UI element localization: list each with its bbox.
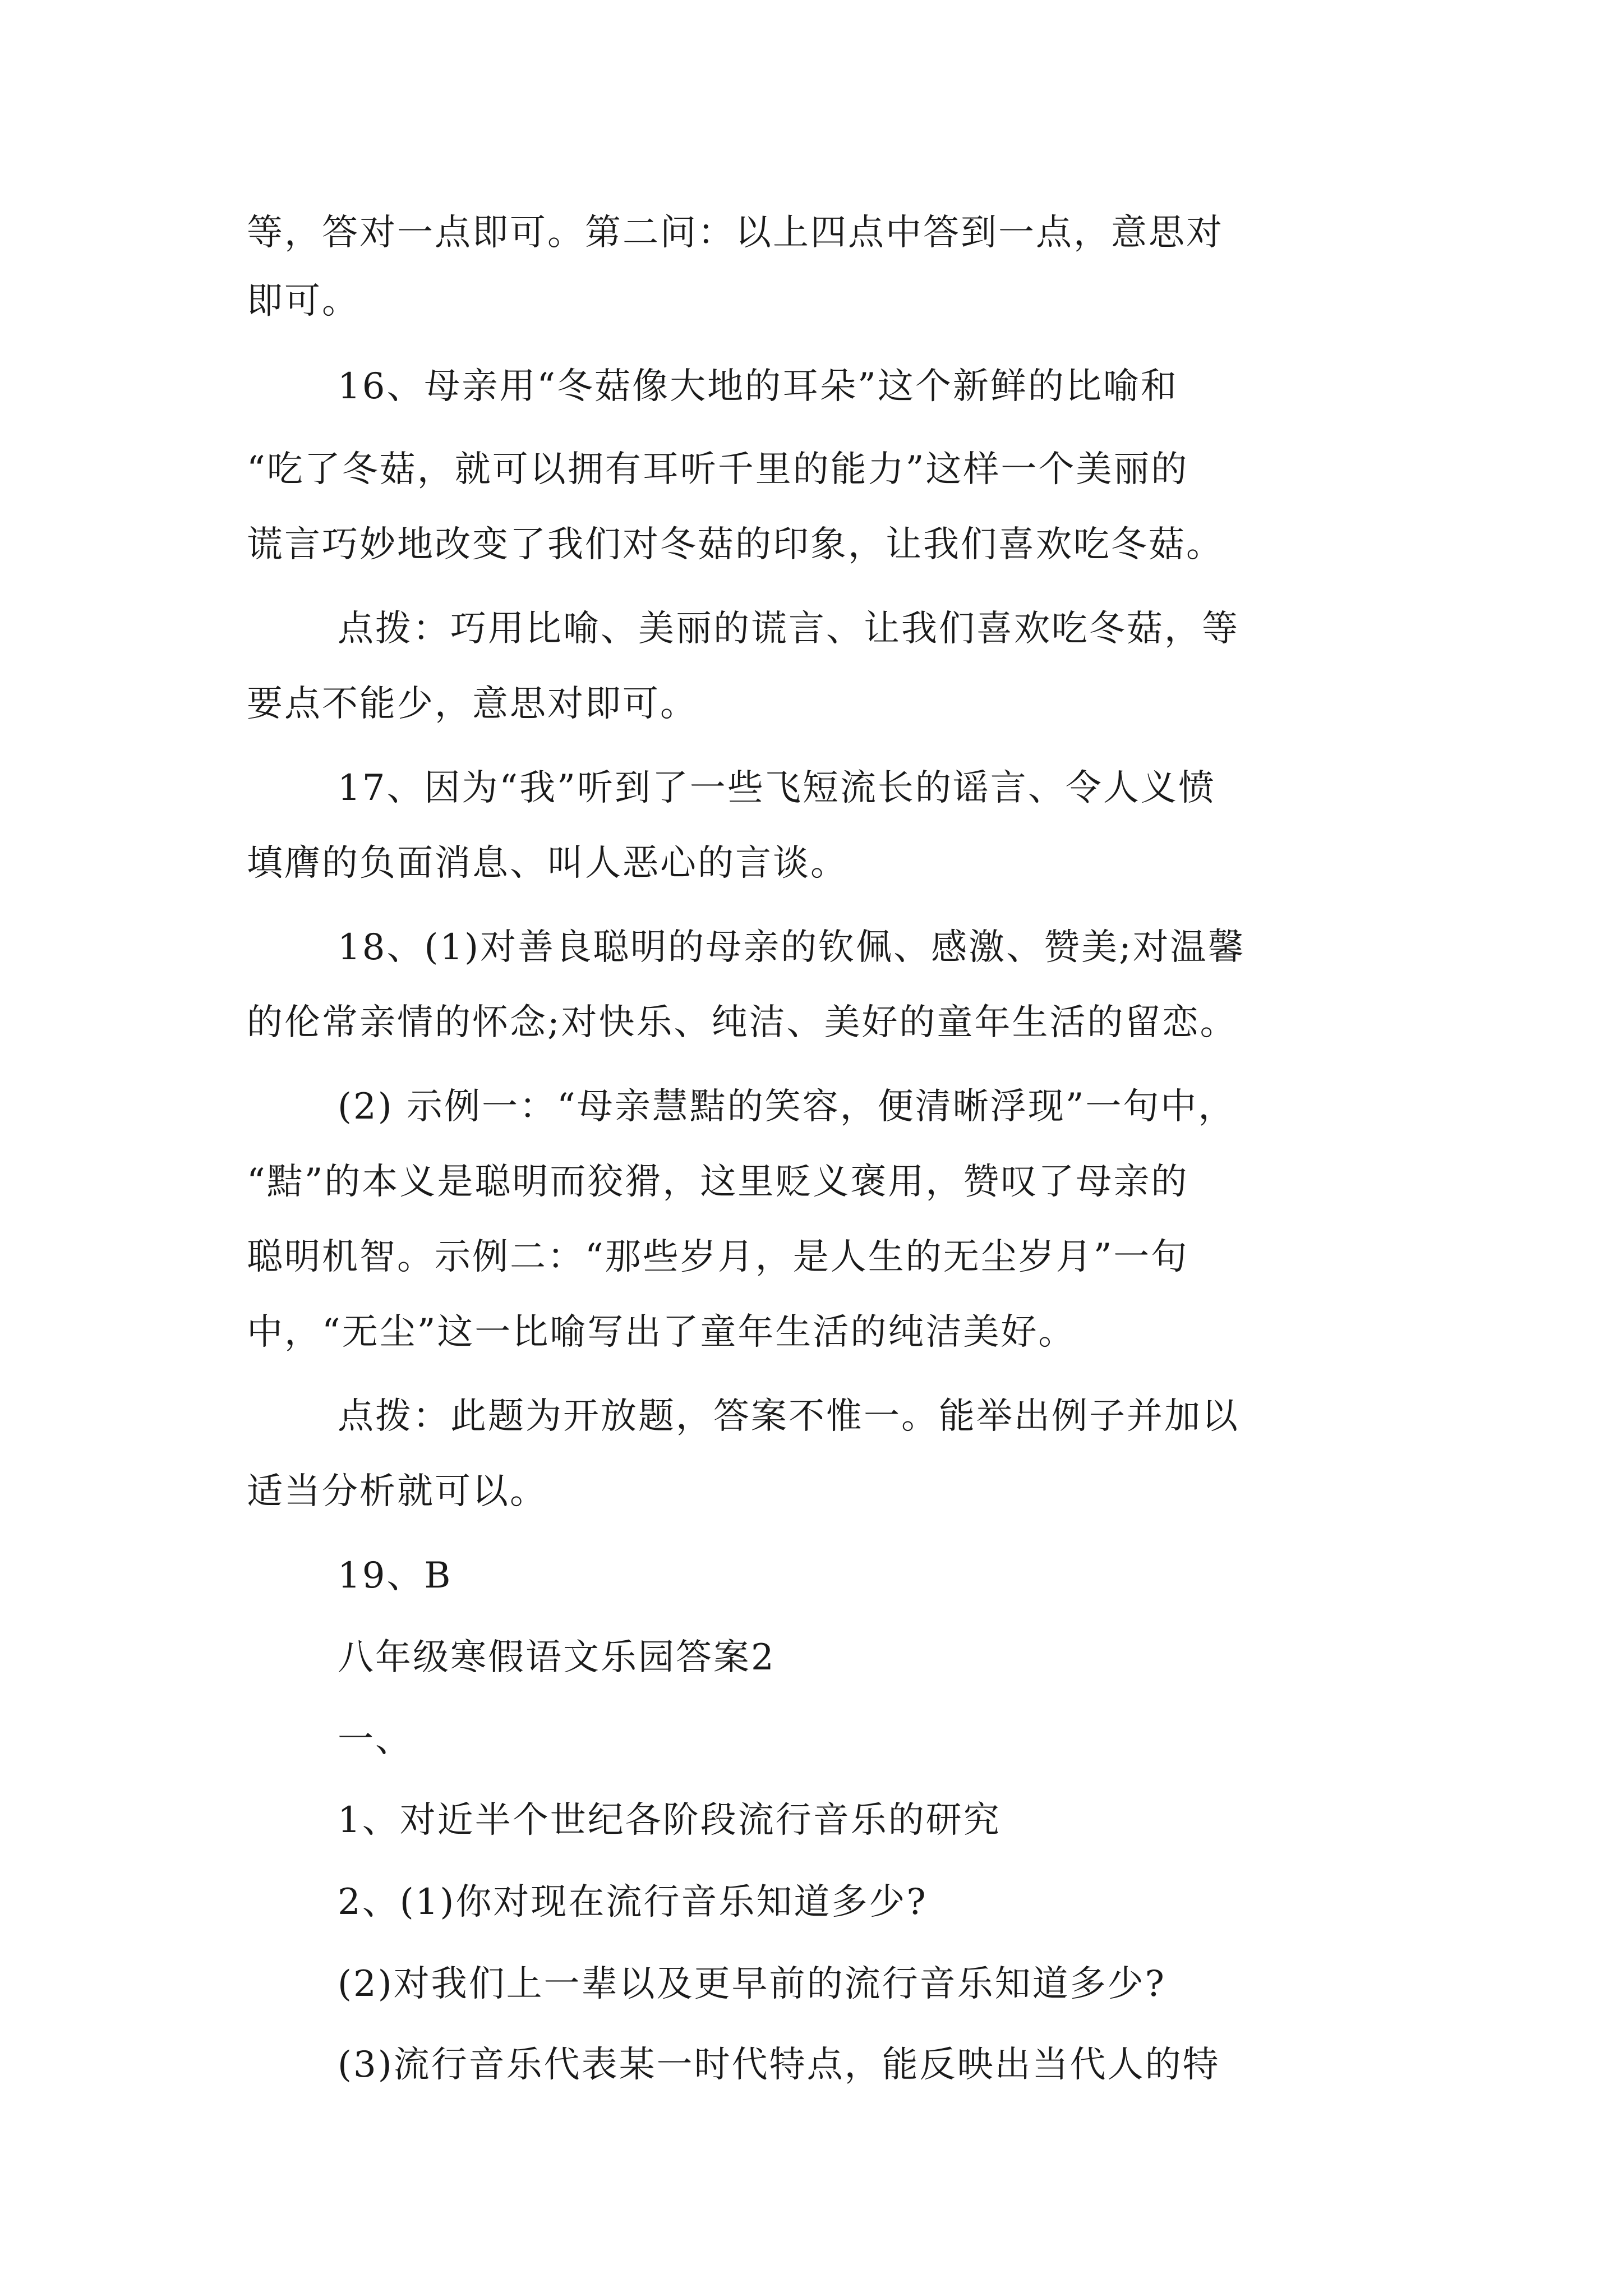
text-line: 要点不能少，意思对即可。 bbox=[247, 683, 698, 725]
text-line: 中，“无尘”这一比喻写出了童年生活的纯洁美好。 bbox=[247, 1312, 1076, 1353]
text-line: 即可。 bbox=[247, 280, 359, 322]
text-line: “吃了冬菇，就可以拥有耳听千里的能力”这样一个美丽的 bbox=[247, 449, 1189, 490]
section-heading: 八年级寒假语文乐园答案2 bbox=[338, 1637, 776, 1678]
text-line: “黠”的本义是聪明而狡猾，这里贬义褒用，赞叹了母亲的 bbox=[247, 1161, 1189, 1203]
text-line: 聪明机智。示例二：“那些岁月，是人生的无尘岁月”一句 bbox=[247, 1236, 1189, 1278]
text-line: 点拨：巧用比喻、美丽的谎言、让我们喜欢吃冬菇，等 bbox=[338, 608, 1239, 650]
text-line: 的伦常亲情的怀念;对快乐、纯洁、美好的童年生活的留恋。 bbox=[247, 1002, 1238, 1043]
text-line: 填膺的负面消息、叫人恶心的言谈。 bbox=[247, 843, 848, 884]
text-line: 19、B bbox=[338, 1555, 453, 1596]
text-line: 17、因为“我”听到了一些飞短流长的谣言、令人义愤 bbox=[338, 767, 1216, 809]
text-line: 16、母亲用“冬菇像大地的耳朵”这个新鲜的比喻和 bbox=[338, 366, 1178, 407]
text-line: 等，答对一点即可。第二问：以上四点中答到一点，意思对 bbox=[247, 212, 1224, 254]
text-line: 一、 bbox=[338, 1719, 413, 1760]
text-line: 2、(1)你对现在流行音乐知道多少? bbox=[338, 1881, 928, 1923]
text-line: 适当分析就可以。 bbox=[247, 1471, 547, 1512]
text-line: (2)对我们上一辈以及更早前的流行音乐知道多少? bbox=[338, 1963, 1166, 2005]
text-line: (3)流行音乐代表某一时代特点，能反映出当代人的特 bbox=[338, 2044, 1220, 2086]
text-line: 谎言巧妙地改变了我们对冬菇的印象，让我们喜欢吃冬菇。 bbox=[247, 524, 1224, 565]
text-line: 点拨：此题为开放题，答案不惟一。能举出例子并加以 bbox=[338, 1396, 1239, 1437]
text-line: 18、(1)对善良聪明的母亲的钦佩、感激、赞美;对温馨 bbox=[338, 927, 1246, 968]
text-line: (2) 示例一：“母亲慧黠的笑容，便清晰浮现”一句中， bbox=[338, 1086, 1236, 1128]
text-line: 1、对近半个世纪各阶段流行音乐的研究 bbox=[338, 1800, 1001, 1841]
